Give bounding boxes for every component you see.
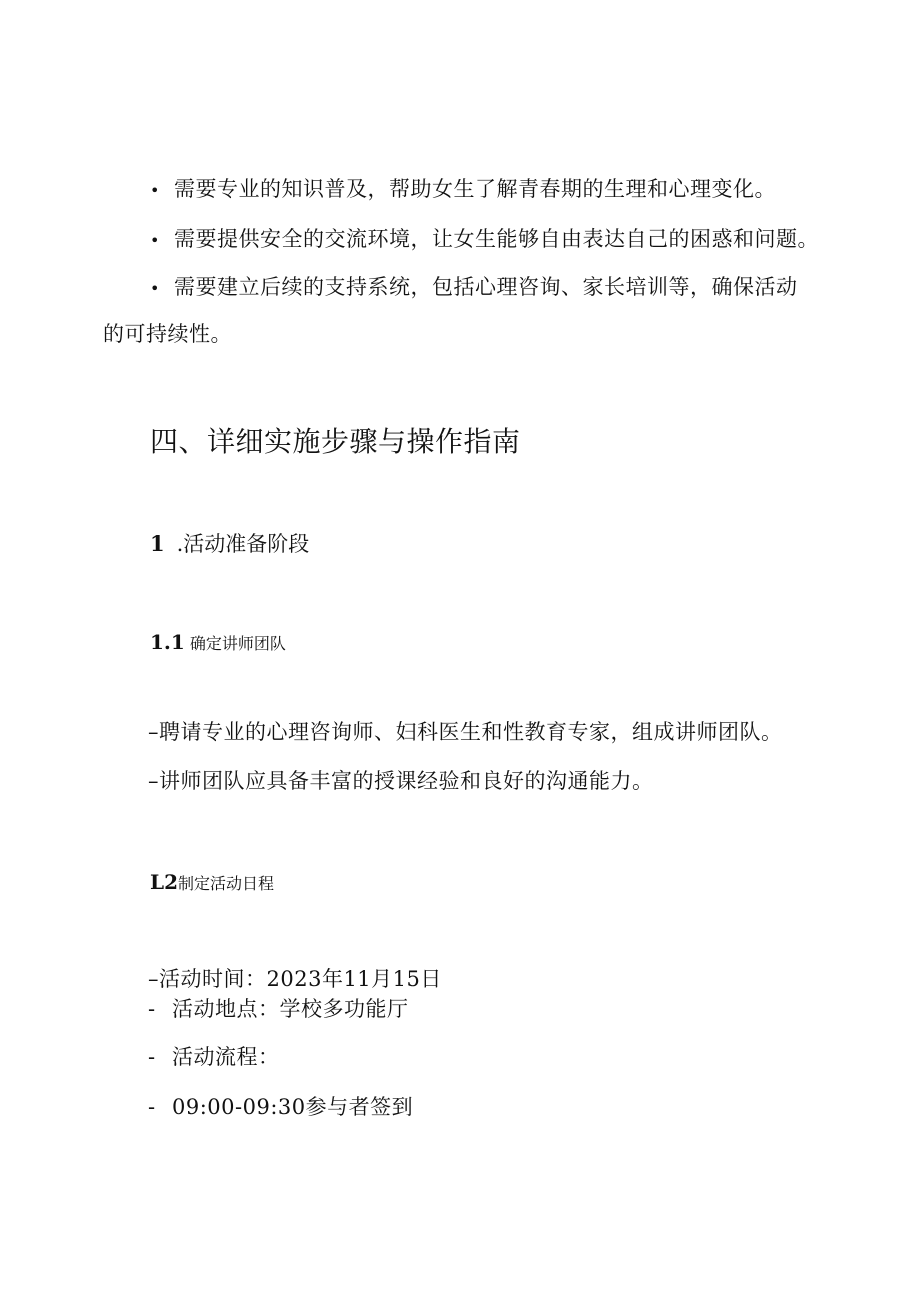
list-item-text: 09:00-09:30参与者签到: [172, 1095, 414, 1119]
part1-heading: [150, 630, 286, 656]
bullet-continuation: 的可持续性。: [103, 322, 232, 346]
list-item-text: 活动时间：2023年11月15日: [159, 967, 442, 991]
list-item-text: 活动地点：学校多功能厅: [172, 997, 409, 1021]
bullet-item: [150, 273, 798, 303]
dash-marker: -: [148, 997, 156, 1021]
bullet-symbol: •: [150, 279, 160, 298]
part2-heading: [150, 870, 274, 896]
part1-number: 1.1: [150, 630, 185, 654]
section-title: 四、详细实施步骤与操作指南: [150, 425, 521, 458]
list-item: [148, 965, 442, 993]
bullet-item: [150, 225, 819, 255]
part2-number: L2: [150, 870, 178, 894]
list-item-text: 活动流程：: [172, 1045, 280, 1069]
list-item: [148, 767, 654, 795]
bullet-symbol: •: [150, 231, 160, 250]
list-item: [148, 995, 409, 1023]
dash-marker: –: [148, 769, 159, 793]
dash-marker: -: [148, 1095, 156, 1119]
bullet-text: 需要专业的知识普及，帮助女生了解青春期的生理和心理变化。: [174, 177, 776, 201]
bullet-symbol: •: [150, 181, 160, 200]
bullet-text: 需要提供安全的交流环境，让女生能够自由表达自己的困惑和问题。: [174, 227, 819, 251]
dash-marker: –: [148, 967, 159, 991]
part1-title: 确定讲师团队: [189, 634, 286, 653]
bullet-text: 需要建立后续的支持系统，包括心理咨询、家长培训等，确保活动: [174, 275, 798, 299]
subsection-title: .活动准备阶段: [176, 532, 310, 556]
list-item: [148, 718, 783, 746]
dash-marker: –: [148, 720, 159, 744]
bullet-item: [150, 175, 776, 205]
part2-title: 制定活动日程: [177, 874, 274, 893]
list-item: [148, 1043, 280, 1071]
list-item-text: 聘请专业的心理咨询师、妇科医生和性教育专家，组成讲师团队。: [159, 720, 783, 744]
dash-marker: -: [148, 1045, 156, 1069]
subsection-heading: [150, 530, 309, 558]
list-item-text: 讲师团队应具备丰富的授课经验和良好的沟通能力。: [159, 769, 654, 793]
list-item: [148, 1093, 413, 1121]
subsection-number: 1: [150, 531, 165, 556]
